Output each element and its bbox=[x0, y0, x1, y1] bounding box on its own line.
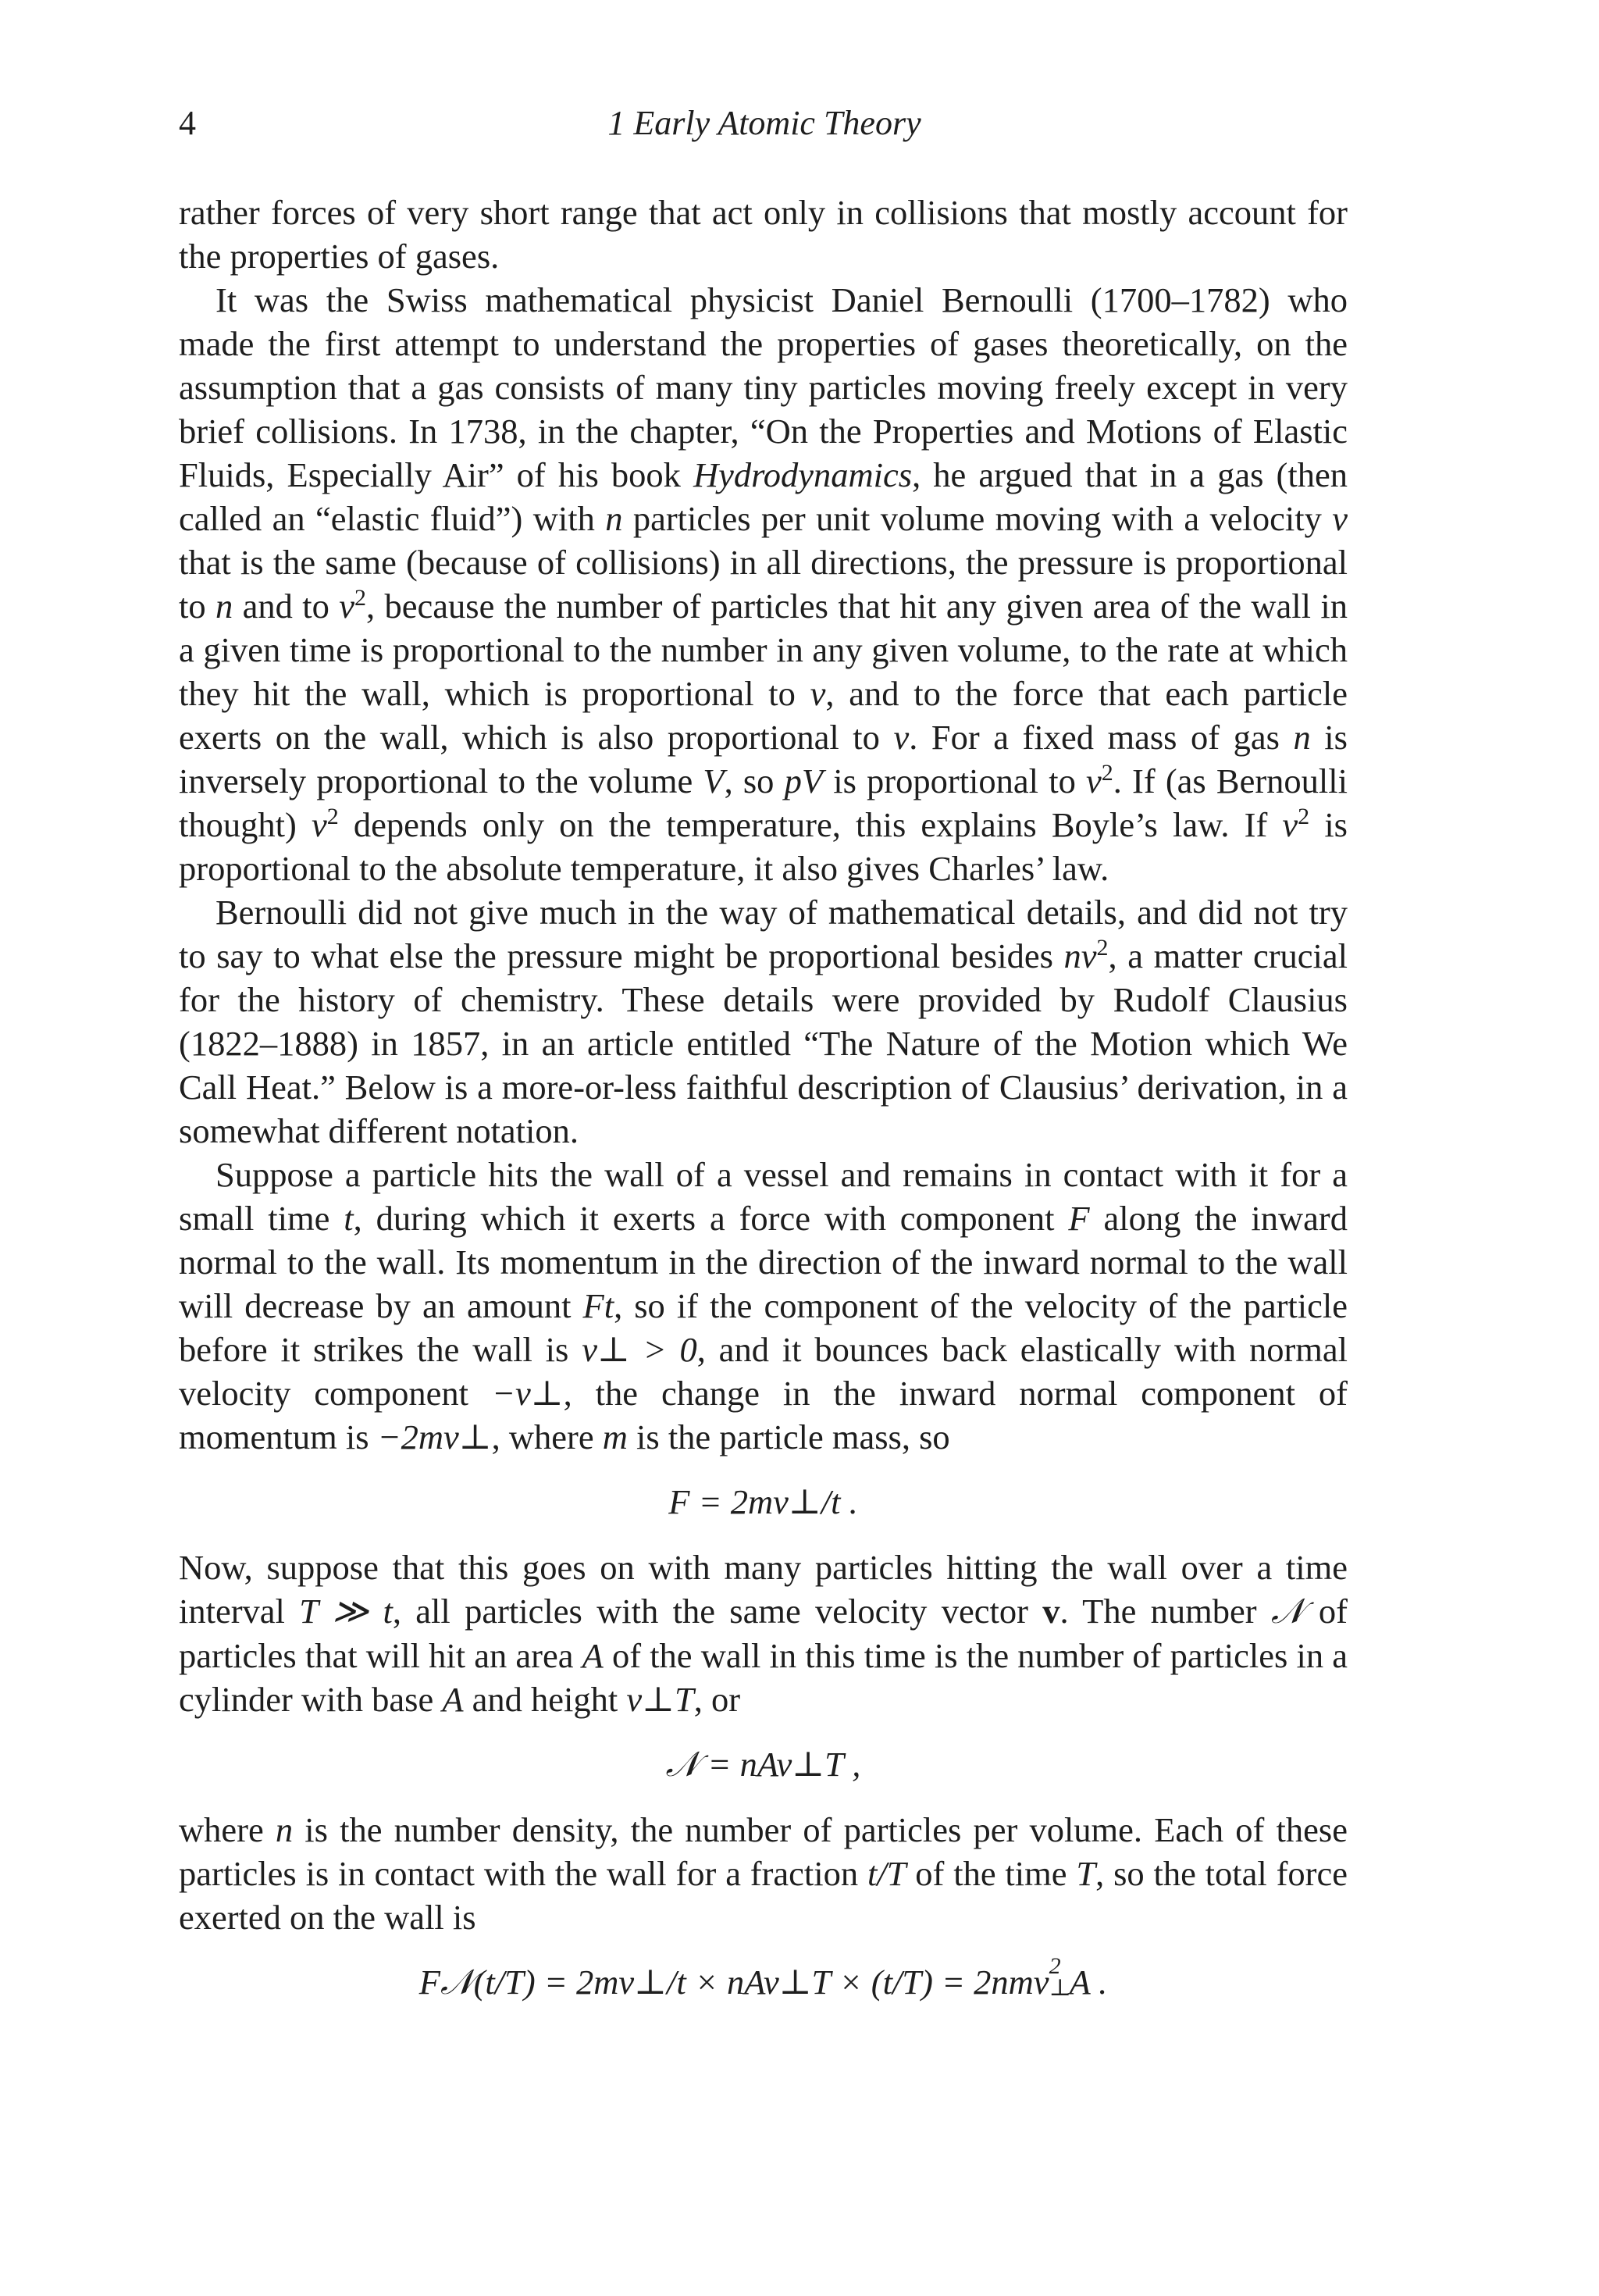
symbol-nv: nv bbox=[1063, 936, 1097, 975]
p4-text-c: along the inward normal to the wall. Its momentum in the direction of the inward normal to the wall will decrease by an amount bbox=[179, 1199, 1348, 1325]
symbol-n: n bbox=[605, 499, 623, 538]
symbol-A: A bbox=[442, 1680, 464, 1719]
p4-text-b: , during which it exerts a force with component bbox=[353, 1199, 1069, 1238]
p4-text-f: , the change in the inward normal component of momentum is bbox=[179, 1374, 1348, 1456]
symbol-v-perp-positive: v⊥ > 0 bbox=[582, 1330, 697, 1369]
p4-text-h: is the particle mass, so bbox=[627, 1417, 950, 1456]
p2-text-m: depends only on the temperature, this explains Boyle’s law. If bbox=[338, 805, 1283, 844]
symbol-n: n bbox=[1293, 718, 1311, 757]
p4-text-d: , so if the component of the velocity of the particle before it strikes the wall is bbox=[179, 1286, 1348, 1369]
symbol-pV: pV bbox=[784, 761, 824, 800]
body-text bbox=[179, 191, 1348, 2026]
symbol-A: A bbox=[582, 1636, 604, 1675]
paragraph-3 bbox=[179, 890, 1348, 1153]
equation-total-force-right: A . bbox=[1069, 1963, 1108, 2002]
p4-text-e: , and it bounces back elastically with normal velocity component bbox=[179, 1330, 1348, 1413]
p5-text-b: , all particles with the same velocity vector bbox=[392, 1592, 1043, 1631]
paragraph-4 bbox=[179, 1153, 1348, 1459]
p2-text-h: . For a fixed mass of gas bbox=[909, 718, 1294, 757]
symbol-minus-v-perp: −v⊥ bbox=[491, 1374, 564, 1413]
symbol-v: v bbox=[311, 805, 327, 844]
p2-text-i: is inversely proportional to the volume bbox=[179, 718, 1348, 800]
paragraph-1 bbox=[179, 191, 1348, 278]
page-header bbox=[179, 100, 1350, 147]
p6-text-d: , so the total force exerted on the wall is bbox=[179, 1854, 1348, 1937]
paragraph-1-text: rather forces of very short range that act only in collisions that mostly account for the properties of gases. bbox=[179, 193, 1348, 276]
p6-text-c: of the time bbox=[906, 1854, 1077, 1893]
superscript-2: 2 bbox=[354, 585, 367, 611]
p6-text-b: is the number density, the number of particles per volume. Each of these particles is in contact with the wall for a fraction bbox=[179, 1810, 1348, 1893]
symbol-v: v bbox=[1282, 805, 1298, 844]
paragraph-2 bbox=[179, 278, 1348, 890]
superscript-2: 2 bbox=[1298, 804, 1310, 829]
symbol-v: v bbox=[1085, 761, 1102, 800]
p4-text-g: , where bbox=[491, 1417, 603, 1456]
p3-text-a: Bernoulli did not give much in the way of mathematical details, and did not try to say to what else the pressure might be proportional besides bbox=[179, 893, 1348, 975]
symbol-n: n bbox=[275, 1810, 294, 1849]
equation-number bbox=[179, 1742, 1348, 1786]
p2-text-e: and to bbox=[233, 586, 340, 626]
p2-text-c: particles per unit volume moving with a velocity bbox=[622, 499, 1333, 538]
p4-text-a: Suppose a particle hits the wall of a vessel and remains in contact with it for a small time bbox=[179, 1155, 1348, 1238]
running-head: 1 Early Atomic Theory bbox=[607, 104, 921, 142]
superscript-2: 2 bbox=[1101, 760, 1113, 786]
equation-superscript: 2 bbox=[1049, 1953, 1061, 1979]
p6-text-a: where bbox=[179, 1810, 276, 1849]
p5-text-c: . The number bbox=[1059, 1592, 1271, 1631]
symbol-minus-2mv-perp: −2mv⊥ bbox=[377, 1417, 492, 1456]
p5-text-f: and height bbox=[463, 1680, 627, 1719]
equation-total-force-left: F𝒩(t/T) = 2mv⊥/t × nAv⊥T × (t/T) = 2nmv bbox=[418, 1963, 1049, 2002]
symbol-T-gg-t: T ≫ t bbox=[299, 1592, 393, 1631]
p2-text-j: , so bbox=[724, 761, 785, 800]
symbol-t: t bbox=[344, 1199, 354, 1238]
symbol-v: v bbox=[810, 674, 826, 713]
symbol-v: v bbox=[893, 718, 910, 757]
symbol-Ft: Ft bbox=[582, 1286, 614, 1325]
symbol-v: v bbox=[339, 586, 355, 626]
paragraph-6 bbox=[179, 1808, 1348, 1939]
symbol-F: F bbox=[1068, 1199, 1090, 1238]
page-number: 4 bbox=[179, 104, 196, 142]
p5-text-g: , or bbox=[693, 1680, 741, 1719]
p2-text-l: . If (as Bernoulli thought) bbox=[179, 761, 1348, 844]
symbol-v: v bbox=[1332, 499, 1348, 538]
p3-text-b: , a matter crucial for the history of chemistry. These details were provided by Rudolf Clausius (1822–1888) in 1857, in an article entitled “The Nature of the Motion which We Call Heat.” Below is a more-or-less faithful description of Clausius’ derivation, in a somewhat different notation. bbox=[179, 936, 1348, 1150]
equation-force-text: F = 2mv⊥/t . bbox=[668, 1482, 858, 1521]
symbol-t-over-T: t/T bbox=[867, 1854, 906, 1893]
p5-text-e: of the wall in this time is the number of particles in a cylinder with base bbox=[179, 1636, 1348, 1719]
p2-text-a: It was the Swiss mathematical physicist Daniel Bernoulli (1700–1782) who made the first attempt to understand the properties of gases theoretically, on the assumption that a gas consists of many tiny particles moving freely except in very brief collisions. In 1738, in the chapter, “On the Properties and Motions of Elastic Fluids, Especially Air” of his book bbox=[179, 280, 1348, 494]
equation-total-force bbox=[179, 1953, 1348, 2004]
p2-text-b: , he argued that in a gas (then called an “elastic fluid”) with bbox=[179, 455, 1348, 538]
symbol-calN: 𝒩 bbox=[1270, 1592, 1305, 1631]
equation-total-force-subsup bbox=[1049, 1953, 1071, 2001]
p5-text-d: of particles that will hit an area bbox=[179, 1592, 1348, 1675]
equation-force bbox=[179, 1480, 1348, 1524]
symbol-m: m bbox=[602, 1417, 628, 1456]
symbol-V: V bbox=[703, 761, 725, 800]
symbol-T: T bbox=[1076, 1854, 1096, 1893]
symbol-n: n bbox=[215, 586, 233, 626]
p2-text-f: , because the number of particles that hit any given area of the wall in a given time is proportional to the number in any given volume, to the rate at which they hit the wall, which is proportional to bbox=[179, 586, 1348, 713]
superscript-2: 2 bbox=[326, 804, 339, 829]
superscript-2: 2 bbox=[1096, 935, 1109, 961]
equation-number-text: 𝒩 = nAv⊥T , bbox=[665, 1745, 861, 1784]
book-title: Hydrodynamics bbox=[693, 455, 913, 494]
p5-text-a: Now, suppose that this goes on with many particles hitting the wall over a time interval bbox=[179, 1548, 1348, 1631]
p2-text-d: that is the same (because of collisions) in all directions, the pressure is proportional to bbox=[179, 543, 1348, 626]
p2-text-g: , and to the force that each particle exerts on the wall, which is also proportional to bbox=[179, 674, 1348, 757]
equation-subscript: ⊥ bbox=[1049, 1975, 1071, 2001]
symbol-v-perp-T: v⊥T bbox=[626, 1680, 694, 1719]
p2-text-k: is proportional to bbox=[823, 761, 1086, 800]
p2-text-n: is proportional to the absolute temperature, it also gives Charles’ law. bbox=[179, 805, 1348, 888]
symbol-velocity-vector: v bbox=[1042, 1592, 1060, 1631]
paragraph-5 bbox=[179, 1546, 1348, 1721]
